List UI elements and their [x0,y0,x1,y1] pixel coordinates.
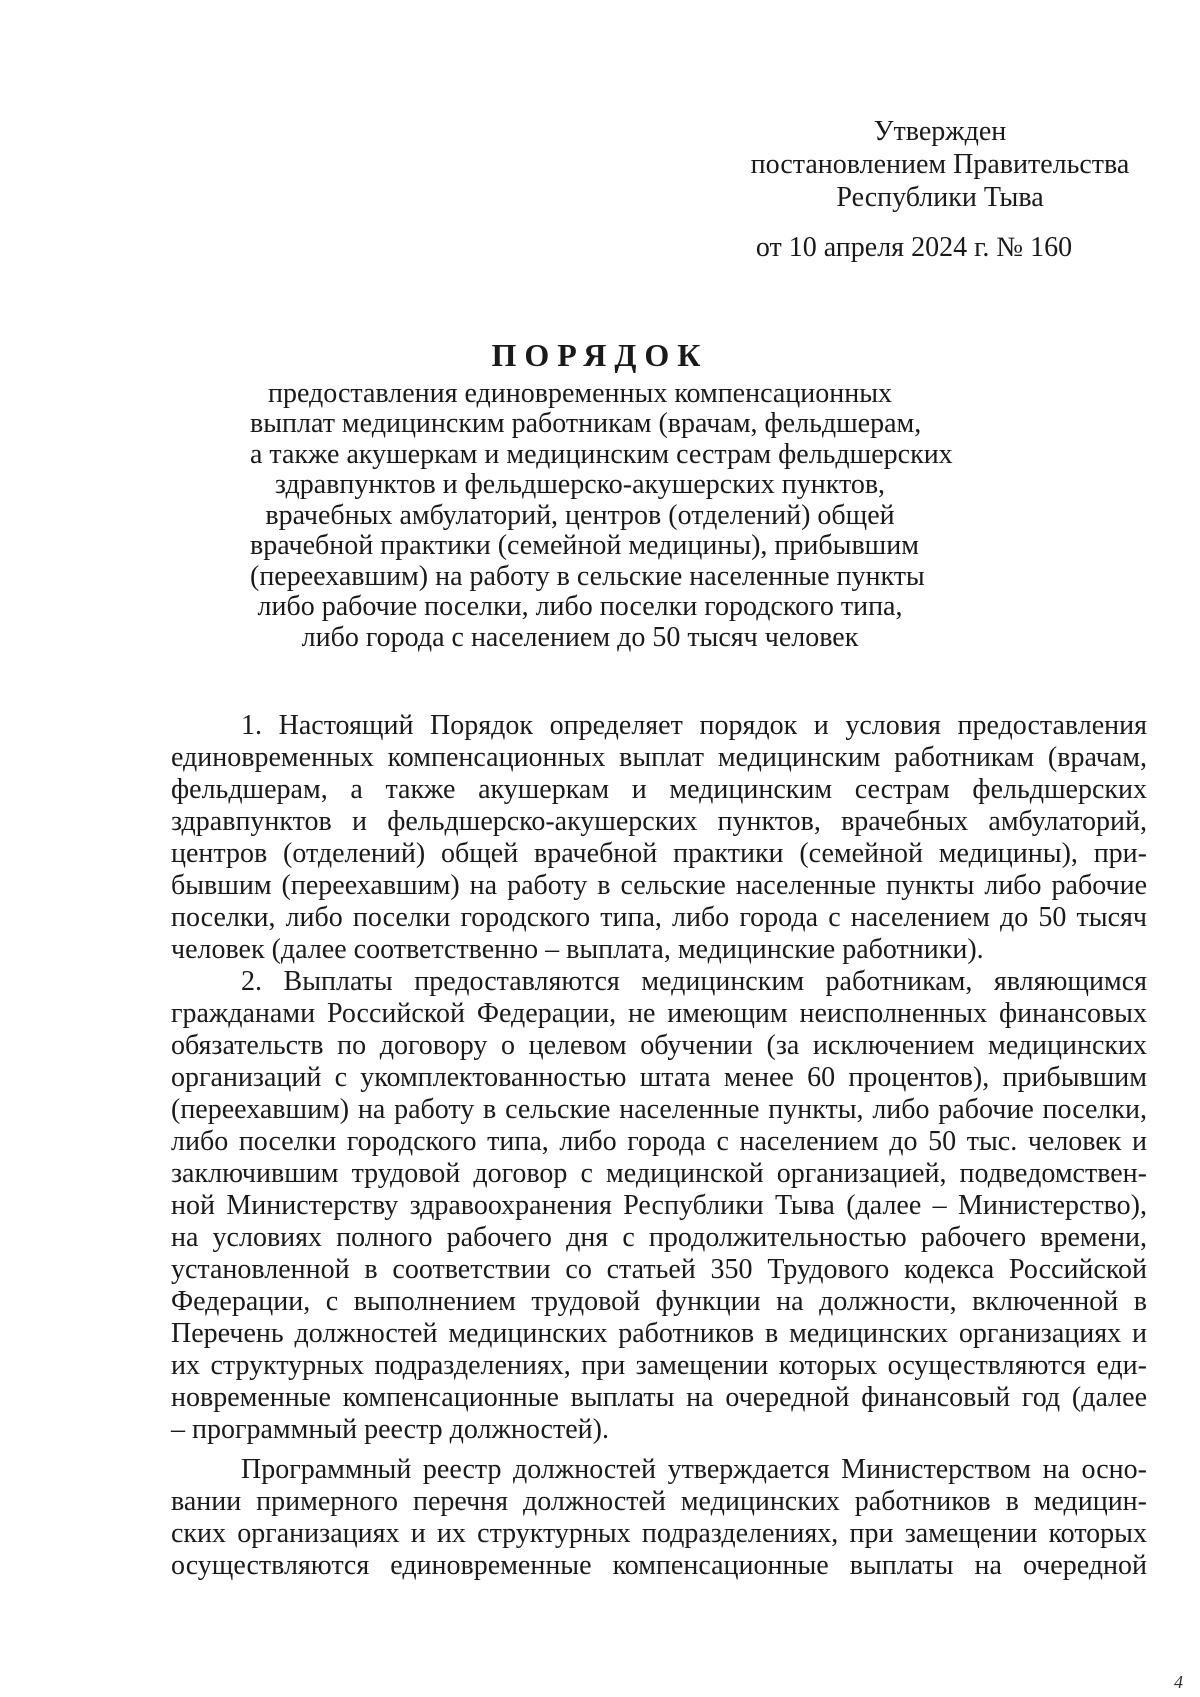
approval-line: постановлением Правительства [750,149,1130,180]
paragraph-line: бывшим (переехавшим) на работу в сельские населенные пункты либо рабочие [171,870,1147,901]
subtitle-line: либо рабочие поселки, либо поселки городского типа, [257,591,903,622]
paragraph-line: 2. Выплаты предоставляются медицинским работникам, являющимся [241,966,1147,997]
paragraph-line: новременные компенсационные выплаты на очередной финансовый год (далее [171,1382,1147,1413]
paragraph-line: ной Министерству здравоохранения Республики Тыва (далее – Министерство), [171,1190,1147,1221]
subtitle-line: либо города с населением до 50 тысяч человек [301,622,859,653]
subtitle-line: врачебной практики (семейной медицины), прибывшим [250,530,919,561]
approval-date: от 10 апреля 2024 г. № 160 [755,232,1073,263]
approval-line: Республики Тыва [836,182,1044,213]
paragraph-line: фельдшерам, а также акушеркам и медицинским сестрам фельдшерских [171,774,1147,805]
subtitle-line: предоставления единовременных компенсационных [267,378,893,409]
paragraph-line: на условиях полного рабочего дня с продолжительностью рабочего времени, [171,1222,1147,1253]
paragraph-line: центров (отделений) общей врачебной практики (семейной медицины), при- [171,838,1147,869]
subtitle-line: врачебных амбулаторий, центров (отделений) общей [265,500,895,531]
paragraph-line: гражданами Российской Федерации, не имеющим неисполненных финансовых [171,998,1147,1029]
document-title: ПОРЯДОК [491,337,709,373]
paragraph-line: здравпунктов и фельдшерско-акушерских пунктов, врачебных амбулаторий, [171,806,1147,837]
paragraph-line: вании примерного перечня должностей медицинских работников в медицин- [171,1486,1147,1517]
paragraph-line: единовременных компенсационных выплат медицинским работникам (врачам, [171,742,1147,773]
paragraph-line: заключившим трудовой договор с медицинской организацией, подведомствен- [171,1158,1147,1189]
paragraph-line: осуществляются единовременные компенсационные выплаты на очередной [171,1550,1147,1581]
paragraph-line: либо поселки городского типа, либо города с населением до 50 тыс. человек и [171,1126,1147,1157]
paragraph-line: – программный реестр должностей). [171,1414,609,1445]
approval-line: Утвержден [873,116,1007,147]
paragraph-line: человек (далее соответственно – выплата, медицинские работники). [171,934,984,965]
subtitle-line: выплат медицинским работникам (врачам, фельдшерам, [250,408,922,439]
paragraph-line: организаций с укомплектованностью штата менее 60 процентов), прибывшим [171,1062,1147,1093]
paragraph-line: Федерации, с выполнением трудовой функции на должности, включенной в [171,1286,1147,1317]
paragraph-line: обязательств по договору о целевом обучении (за исключением медицинских [171,1030,1147,1061]
subtitle-line: (переехавшим) на работу в сельские населенные пункты [250,561,925,592]
paragraph-line: установленной в соответствии со статьей 350 Трудового кодекса Российской [171,1254,1147,1285]
page-number-mark: 4 [1174,1672,1183,1692]
subtitle-line: здравпунктов и фельдшерско-акушерских пунктов, [274,469,886,500]
paragraph-line: (переехавшим) на работу в сельские населенные пункты, либо рабочие поселки, [171,1094,1147,1125]
paragraph-line: их структурных подразделениях, при замещении которых осуществляются еди- [171,1350,1147,1381]
paragraph-line: Программный реестр должностей утверждается Министерством на осно- [241,1454,1147,1485]
paragraph-line: ских организациях и их структурных подразделениях, при замещении которых [171,1518,1147,1549]
paragraph-line: Перечень должностей медицинских работников в медицинских организациях и [171,1318,1147,1349]
paragraph-line: поселки, либо поселки городского типа, либо города с населением до 50 тысяч [171,902,1147,933]
subtitle-line: а также акушеркам и медицинским сестрам фельдшерских [250,439,953,470]
paragraph-line: 1. Настоящий Порядок определяет порядок и условия предоставления [241,710,1147,741]
